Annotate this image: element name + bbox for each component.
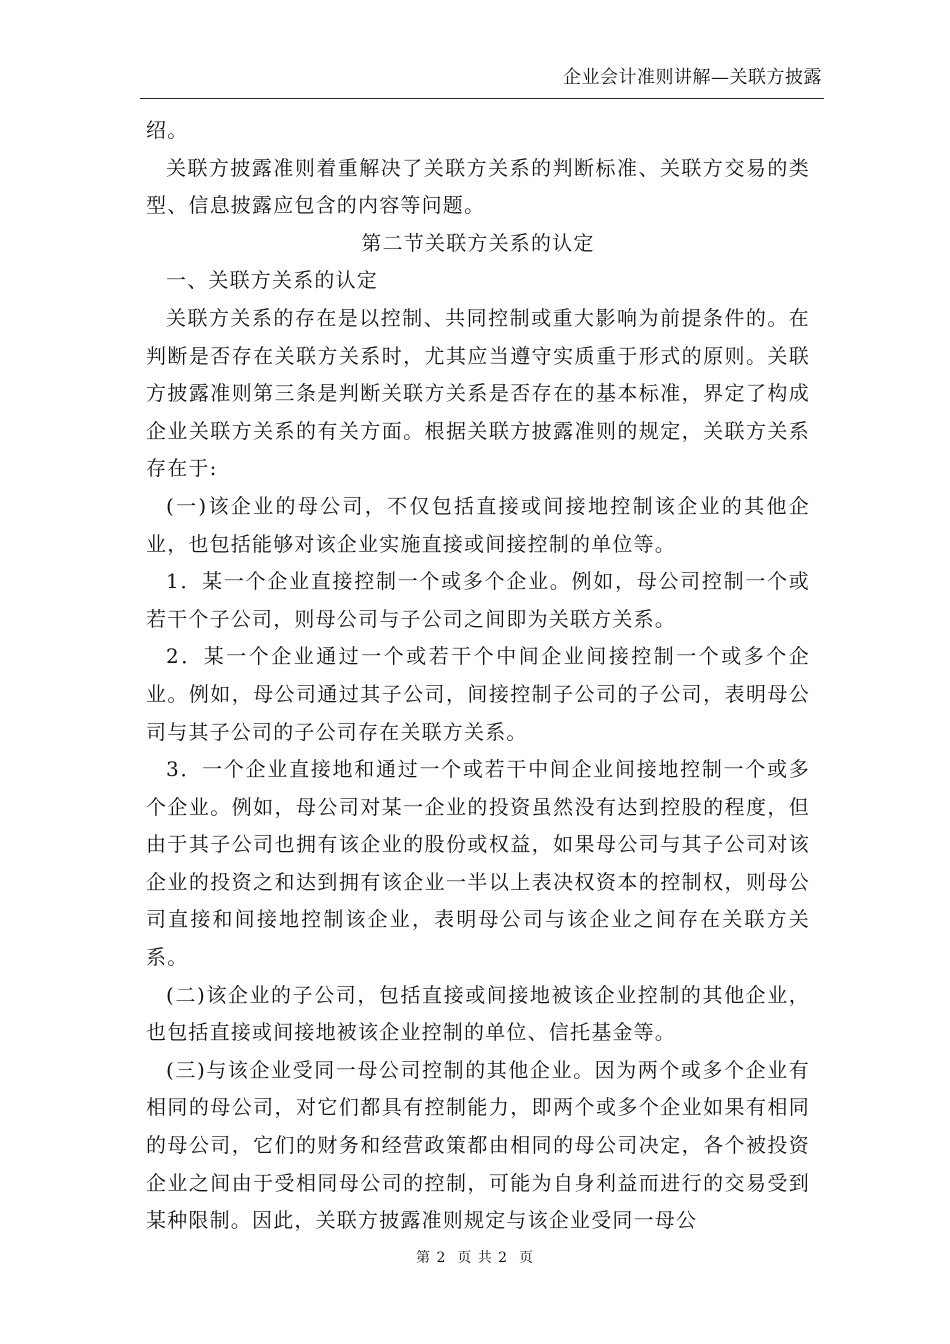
paragraph-intro: 关联方披露准则着重解决了关联方关系的判断标准、关联方交易的类型、信息披露应包含的内容等问题。 xyxy=(146,155,810,218)
paragraph-subitem-1: 1．某一个企业直接控制一个或多个企业。例如，母公司控制一个或若干个子公司，则母公司与子公司之间即为关联方关系。 xyxy=(146,569,810,631)
paragraph-item-2: (二)该企业的子公司，包括直接或间接地被该企业控制的其他企业，也包括直接或间接地被该企业控制的单位、信托基金等。 xyxy=(146,982,810,1045)
body-text xyxy=(146,112,810,1240)
page-footer: 第 2 页 共 2 页 xyxy=(416,1250,534,1266)
paragraph-continuation: 绍。 xyxy=(146,118,189,142)
header-divider xyxy=(140,98,824,99)
paragraph-subitem-2: 2．某一个企业通过一个或若干个中间企业间接控制一个或多个企业。例如，母公司通过其子公司，间接控制子公司的子公司，表明母公司与其子公司的子公司存在关联方关系。 xyxy=(146,644,810,744)
subsection-heading: 一、关联方关系的认定 xyxy=(166,268,378,293)
section-heading: 第二节关联方关系的认定 xyxy=(361,230,595,255)
paragraph-item-3: (三)与该企业受同一母公司控制的其他企业。因为两个或多个企业有相同的母公司，对它们都具有控制能力，即两个或多个企业如果有相同的母公司，它们的财务和经营政策都由相同的母公司决定，各个被投资企业之间由于受相同母公司的控制，可能为自身利益而进行的交易受到某种限制。因此，关联方披露准则规定与该企业受同一母公 xyxy=(146,1057,810,1233)
running-header: 企业会计准则讲解—关联方披露 xyxy=(563,67,822,88)
paragraph-basis: 关联方关系的存在是以控制、共同控制或重大影响为前提条件的。在判断是否存在关联方关系时，尤其应当遵守实质重于形式的原则。关联方披露准则第三条是判断关联方关系是否存在的基本标准，界定了构成企业关联方关系的有关方面。根据关联方披露准则的规定，关联方关系存在于: xyxy=(146,305,810,481)
paragraph-item-1: (一)该企业的母公司，不仅包括直接或间接地控制该企业的其他企业，也包括能够对该企业实施直接或间接控制的单位等。 xyxy=(146,493,810,556)
paragraph-subitem-3: 3．一个企业直接地和通过一个或若干中间企业间接地控制一个或多个企业。例如，母公司对某一企业的投资虽然没有达到控股的程度，但由于其子公司也拥有该企业的股份或权益，如果母公司与其子公司对该企业的投资之和达到拥有该企业一半以上表决权资本的控制权，则母公司直接和间接地控制该企业，表明母公司与该企业之间存在关联方关系。 xyxy=(146,757,810,970)
